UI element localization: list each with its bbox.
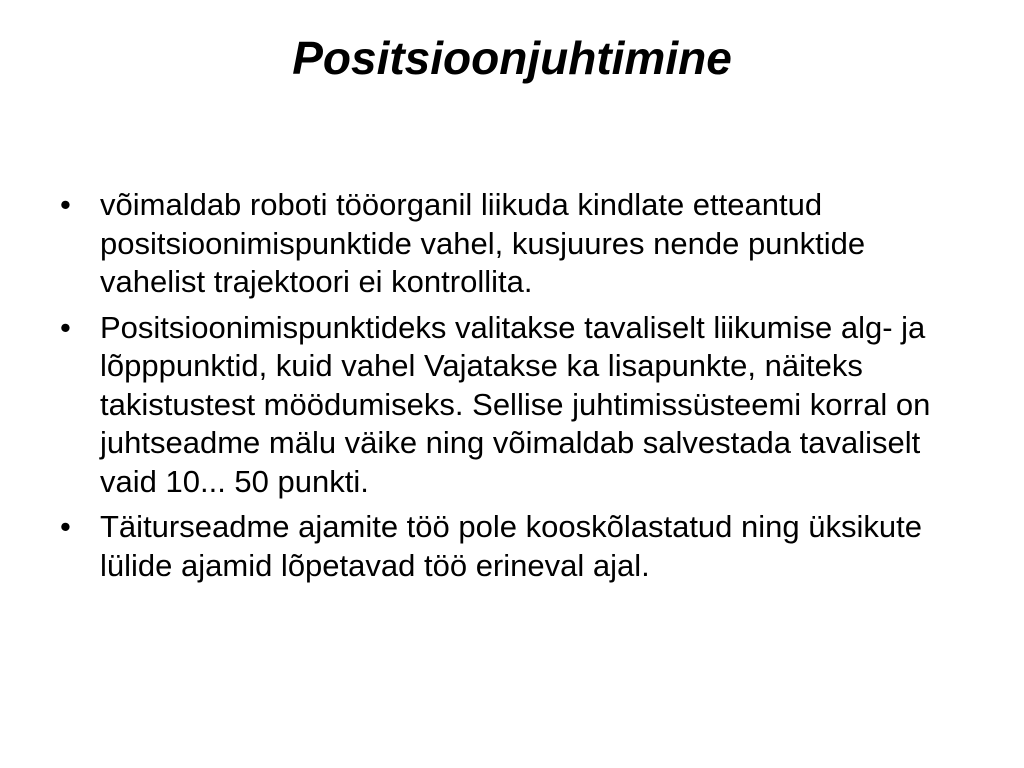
bullet-item: [60, 186, 970, 302]
bullet-text: Positsioonimispunktideks valitakse tavaliselt liikumise alg- ja lõpppunktid, kuid vahel Vajatakse ka lisapunkte, näiteks takistustest möödumiseks. Sellise juhtimissüsteemi korral on juhtseadme mälu väike ning võimaldab salvestada tavaliselt vaid 10... 50 punkti.: [100, 309, 931, 499]
bullet-dot-icon: •: [60, 187, 71, 222]
bullet-dot-icon: •: [60, 309, 71, 345]
bullet-text: Täiturseadme ajamite töö pole kooskõlastatud ning üksikute lülide ajamid lõpetavad töö erineval ajal.: [100, 509, 922, 583]
bullet-item: [60, 309, 970, 502]
slide-title: Positsioonjuhtimine: [292, 32, 732, 84]
bullet-item: [60, 508, 970, 585]
bullet-dot-icon: •: [60, 509, 71, 544]
bullet-text: võimaldab roboti tööorganil liikuda kindlate etteantud positsioonimispunktide vahel, kusjuures nende punktide vahelist trajektoori ei kontrollita.: [100, 187, 866, 299]
bullet-list: [60, 186, 970, 592]
